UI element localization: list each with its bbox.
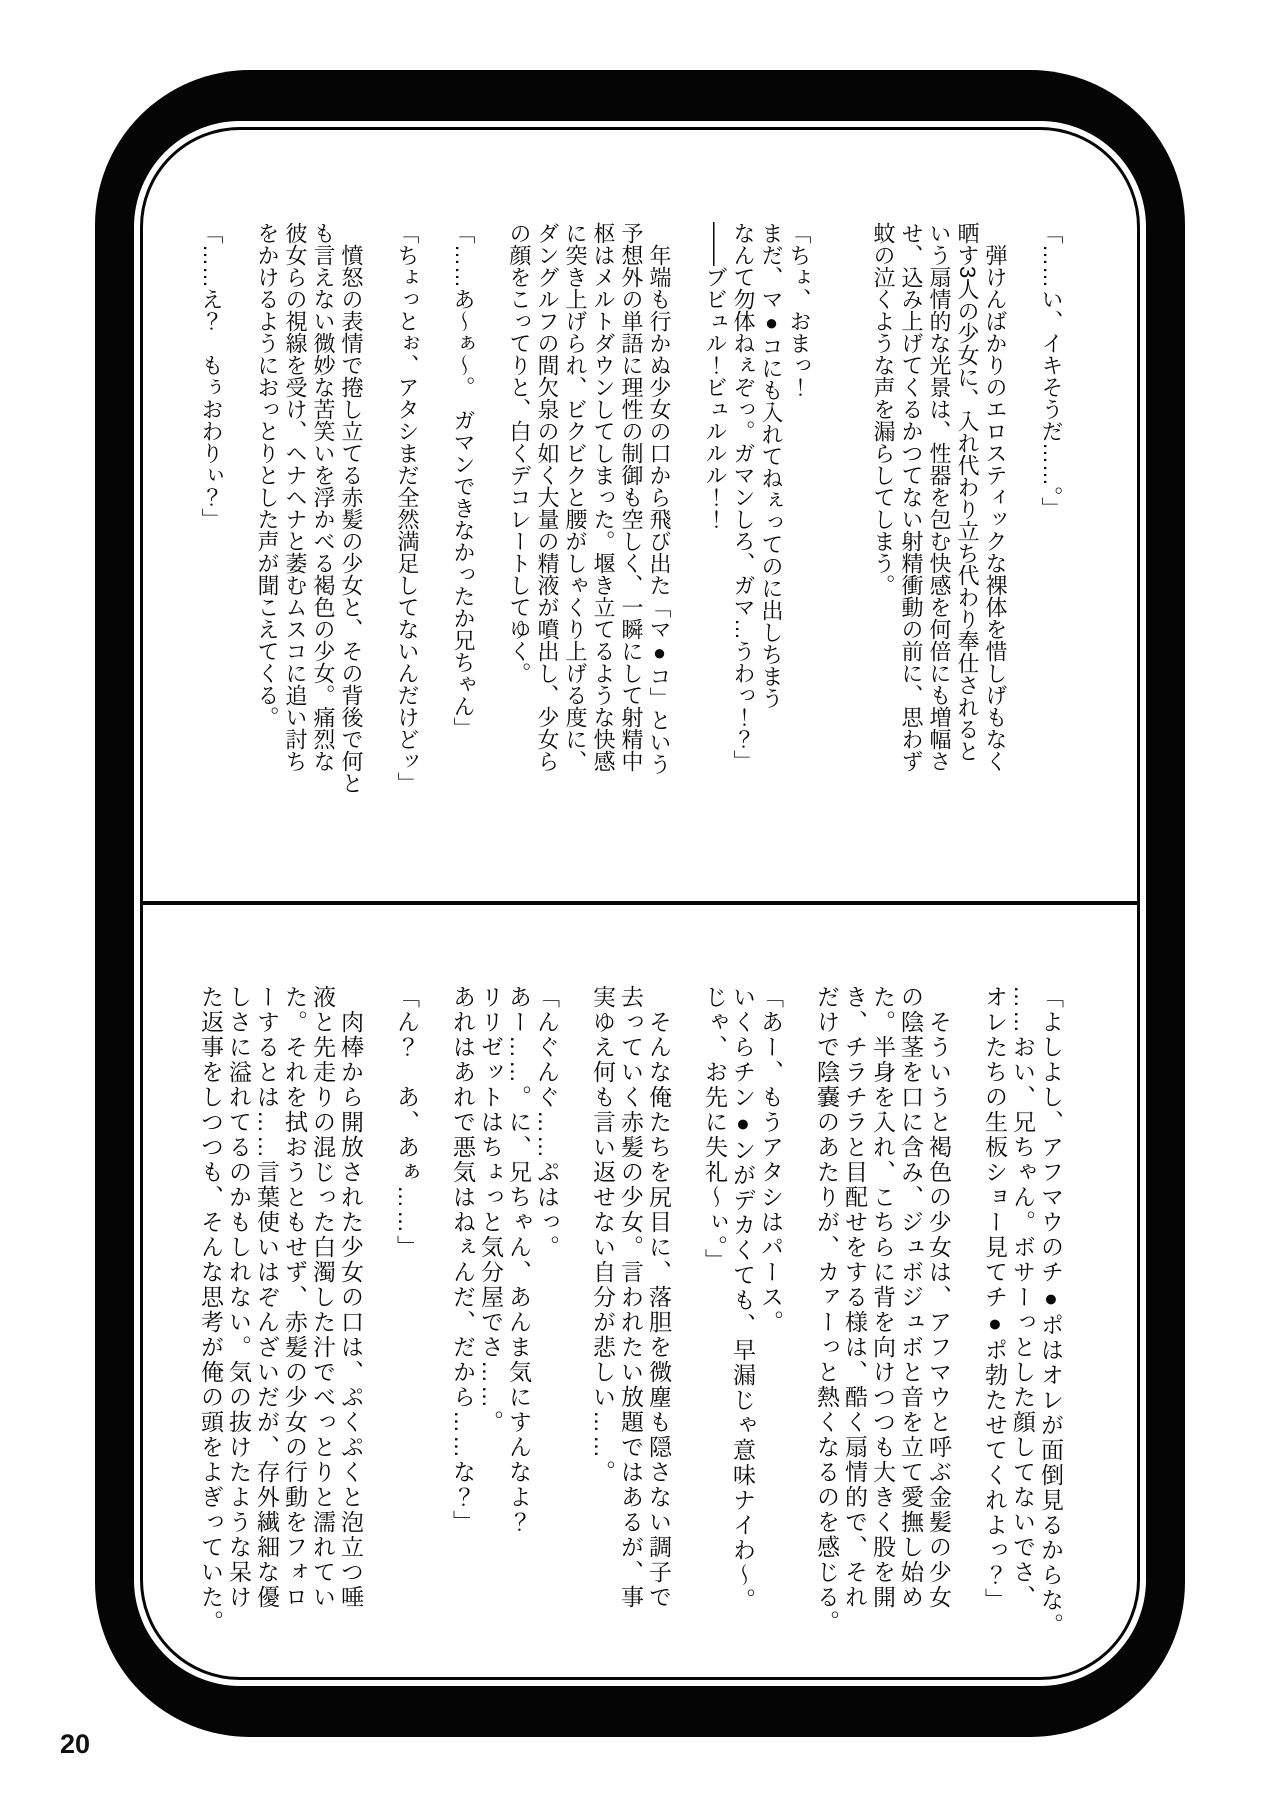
text-column-blank bbox=[421, 222, 449, 818]
text-column: 肉棒から開放された少女の口は、ぷくぷくと泡立つ唾 bbox=[338, 985, 364, 1610]
top-text-block bbox=[193, 222, 1065, 818]
text-column: た返事をしつつも、そんな思考が俺の頭をよぎっていた。 bbox=[198, 985, 224, 1635]
text-column: しさに溢れてるのかもしれない。気の抜けたような呆け bbox=[226, 985, 252, 1610]
text-column: た。半身を入れ、こちらに背を向けつつも大きく股を開 bbox=[870, 985, 896, 1610]
text-column-blank bbox=[561, 985, 589, 1657]
text-column: ――ブビュル！ビュルルル！！ bbox=[703, 222, 728, 530]
text-column-blank bbox=[1009, 222, 1037, 818]
text-column: き、チラチラと目配せをする様は、酷く扇情的で、それ bbox=[842, 985, 868, 1610]
text-column: 「ん？ あ、あぁ……」 bbox=[394, 985, 420, 1260]
text-column: ……おい、兄ちゃん。ボサーっとした顔してないでさ、 bbox=[1010, 985, 1036, 1610]
text-column: 晒す3人の少女に、入れ代わり立ち代わり奉仕されると bbox=[955, 222, 980, 763]
text-column: 予想外の単語に理性の制御も空しく、一瞬にして射精中 bbox=[619, 222, 644, 772]
text-column: オレたちの生板ショー見てチ●ポ勃たせてくれよっ？」 bbox=[982, 985, 1008, 1613]
text-column: 液と先走りの混じった白濁した汁でべっとりと濡れてい bbox=[310, 985, 336, 1610]
text-column-blank bbox=[953, 985, 981, 1657]
text-column: 「あー、もうアタシはパース。 bbox=[758, 985, 784, 1335]
text-column-blank bbox=[365, 222, 393, 818]
text-column: 去っていく赤髪の少女。言われたい放題ではあるが、事 bbox=[618, 985, 644, 1610]
text-column: じゃ、お先に失礼～ぃ。」 bbox=[702, 985, 728, 1274]
text-column: せ、込み上げてくるかつてない射精衝動の前に、思わず bbox=[899, 222, 924, 772]
text-column: なんて勿体ねぇぞっ。ガマンしろ、ガマ…うわっ！？」 bbox=[731, 222, 756, 772]
text-column-blank bbox=[673, 985, 701, 1657]
text-column-blank bbox=[813, 222, 841, 818]
text-column: ダングルフの間欠泉の如く大量の精液が噴出し、少女ら bbox=[535, 222, 560, 772]
page-number: 20 bbox=[60, 1729, 91, 1759]
text-column-blank bbox=[673, 222, 701, 818]
text-column: いくらチン●ンがデカくても、早漏じゃ意味ナイわ～。 bbox=[730, 985, 756, 1613]
text-column: まだ、マ●コにも入れてねぇってのに出しちまう bbox=[759, 222, 784, 709]
text-column: 「よしよし、アフマウのチ●ポはオレが面倒見るからな。 bbox=[1038, 985, 1064, 1638]
text-column: 「ちょ、おまっ！ bbox=[787, 222, 812, 398]
text-column-blank bbox=[785, 985, 813, 1657]
text-column: 「ちょっとぉ、アタシまだ全然満足してないんだけどッ」 bbox=[395, 222, 420, 794]
text-column: をかけるようにおっとりとした声が聞こえてくる。 bbox=[255, 222, 280, 728]
text-column-blank bbox=[225, 222, 253, 818]
text-column: に突き上げられ、ビクビクと腰がしゃくり上げる度に、 bbox=[563, 222, 588, 772]
text-column-blank bbox=[477, 222, 505, 818]
text-column: 年端も行かぬ少女の口から飛び出た「マ●コ」という bbox=[647, 222, 672, 775]
text-column: た。それを拭おうともせず、赤髪の少女の行動をフォロ bbox=[282, 985, 308, 1610]
text-column: 「……い、イキそうだ……。」 bbox=[1039, 222, 1064, 519]
text-column: 枢はメルトダウンしてしまった。堰き立てるような快感 bbox=[591, 222, 616, 772]
text-column: 彼女らの視線を受け、ヘナヘナと萎むムスコに追い討ち bbox=[283, 222, 308, 772]
text-column: の顔をこってりと、白くデコレートしてゆく。 bbox=[507, 222, 532, 684]
text-column: そういうと褐色の少女は、アフマウと呼ぶ金髪の少女 bbox=[926, 985, 952, 1610]
text-column: 「……あ～ぁ～。 ガマンできなかったか兄ちゃん」 bbox=[451, 222, 476, 739]
text-column: あー……。に、兄ちゃん、あんま気にすんなよ？ bbox=[506, 985, 532, 1535]
panel-divider bbox=[140, 901, 1140, 905]
text-column: そんな俺たちを尻目に、落胆を微塵も隠さない調子で bbox=[646, 985, 672, 1610]
bottom-text-block bbox=[193, 985, 1065, 1657]
text-column: も言えない微妙な苦笑いを浮かべる褐色の少女。痛烈な bbox=[311, 222, 336, 772]
text-column: 弾けんばかりのエロスティックな裸体を惜しげもなく bbox=[983, 222, 1008, 772]
text-column: リリゼットはちょっと気分屋でさ……。 bbox=[478, 985, 504, 1435]
text-column: あれはあれで悪気はねぇんだ、だから……な？」 bbox=[450, 985, 476, 1535]
text-column-blank bbox=[365, 985, 393, 1657]
text-column: 憤怒の表情で捲し立てる赤髪の少女と、その背後で何と bbox=[339, 222, 364, 794]
text-column-blank bbox=[841, 222, 869, 818]
text-column: の陰茎を口に含み、ジュボジュボと音を立て愛撫し始め bbox=[898, 985, 924, 1610]
text-column: 蚊の泣くような声を漏らしてしまう。 bbox=[871, 222, 896, 596]
text-column: 「……え？ もぅおわりぃ？」 bbox=[199, 222, 224, 530]
text-column: ーするとは……言葉使いはぞんざいだが、存外繊細な優 bbox=[254, 985, 280, 1610]
text-column: 実ゆえ何も言い返せない自分が悲しい……。 bbox=[590, 985, 616, 1485]
text-column-blank bbox=[421, 985, 449, 1657]
text-column: 「んぐんぐ……ぷはっ。 bbox=[534, 985, 560, 1260]
text-column: だけで陰嚢のあたりが、カァーっと熱くなるのを感じる。 bbox=[814, 985, 840, 1635]
text-column: いう扇情的な光景は、性器を包む快感を何倍にも増幅さ bbox=[927, 222, 952, 772]
